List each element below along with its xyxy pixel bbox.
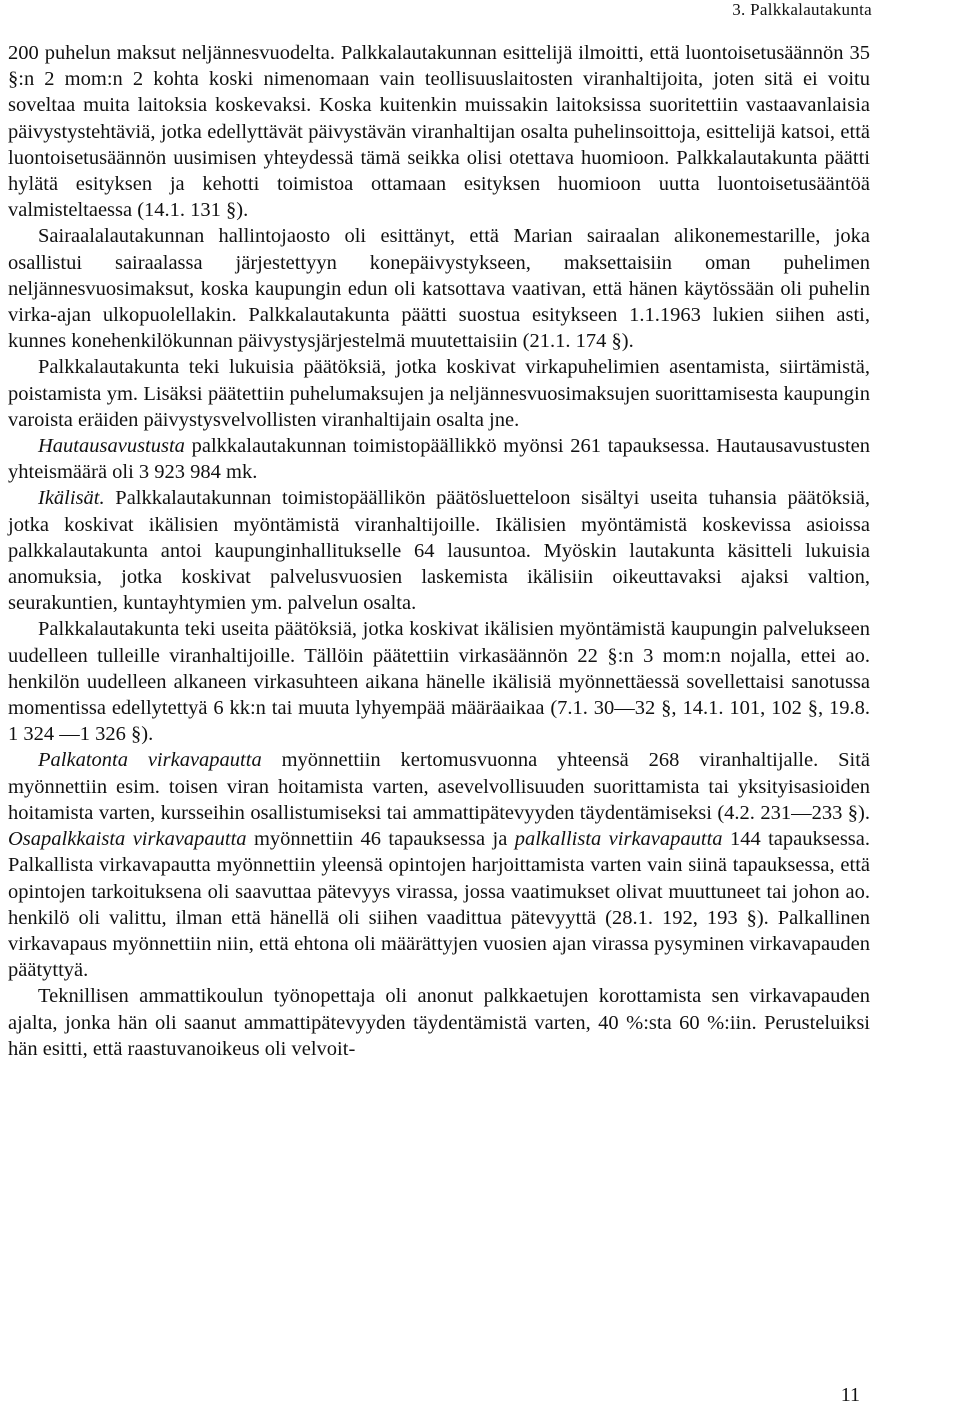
page-number: 11 [840,1384,860,1406]
paragraph-funeral-allowance-text: palkkalautakunnan toimistopäällikkö myönsi 261 tapauksessa. Hautausavustusten yhteismäärä oli 3 923 984 mk. [8,435,870,484]
paragraph-telephone-fees: 200 puhelun maksut neljännesvuodelta. Palkkalautakunnan esittelijä ilmoitti, että luontoisetusäännön 35 §:n 2 mom:n 2 kohta koski nimenomaan vain teollisuuslaitosten viranhaltijoita, joten sitä ei voitu soveltaa muita laitoksia koskevaksi. Koska kuitenkin muissakin laitoksissa suoritettiin vastaavanlaisia päivystystehtäviä, jotka edellyttävät päivystävän viranhaltijan osalta puhelinsoittoja, esittelijä katsoi, että luontoisetusäännön uusimisen yhteydessä tämä seikka olisi otettava huomioon. Palkkalautakunta päätti hylätä esityksen ja kehotti toimistoa ottamaan esityksen huomioon uutta luontoisetusääntöä valmisteltaessa (14.1. 131 §). [8,42,870,222]
paragraph-marian-hospital: Sairaalalautakunnan hallintojaosto oli esittänyt, että Marian sairaalan alikonemestarille, joka osallistui sairaalassa järjestettyyn konepäivystykseen, maksettaisiin oman puhelimen neljännesvuosimaksut, koska kaupungin edun oli katsottava vaativan, että hänen käytössään oli puhelin virka-ajan ulkopuolellakin. Palkkalautakunta päätti suostua esitykseen 1.1.1963 lukien siihen asti, kunnes konehenkilökunnan päivystysjärjestelmä muutettaisiin (21.1. 174 §). [8,225,870,353]
paragraph-age-increments [8,485,870,616]
paragraph-official-phones: Palkkalautakunta teki lukuisia päätöksiä, jotka koskivat virkapuhelimien asentamista, siirtämistä, poistamista ym. Lisäksi päätettiin puhelumaksujen ja neljännesvuosimaksujen suorittamisesta kaupungin varoista eräiden päivystysvelvollisten viranhaltijain osalta jne. [8,356,870,431]
term-age-increments: Ikälisät. [38,487,105,510]
term-paid-leave: palkallista virkavapautta [514,828,723,851]
paragraph-funeral-allowance [8,433,870,485]
paragraph-rehired-officials: Palkkalautakunta teki useita päätöksiä, jotka koskivat ikälisien myöntämistä kaupungin palvelukseen uudelleen tulleille viranhaltijoille. Tällöin päätettiin virkasäännön 22 §:n 3 mom:n nojalla, ettei ao. henkilön uudelleen alkaneen virkasuhteen aikana hänelle ikälisiä myönnettäessä sovellettaisi sanotussa momentissa edellytettyä 6 kk:n tai muuta lyhyempää määräaikaa (7.1. 30—32 §, 14.1. 101, 102 §, 19.8. 1 324 —1 326 §). [8,618,870,746]
paragraph-technical-school: Teknillisen ammattikoulun työnopettaja oli anonut palkkaetujen korottamista sen virkavapauden ajalta, jonka hän oli saanut ammattipätevyyden täydentämistä varten, 40 %:sta 60 %:iin. Perusteluiksi hän esitti, että raastuvanoikeus oli velvoit- [8,985,870,1060]
paragraph-leave-of-absence [8,747,870,983]
term-funeral-allowance: Hautausavustusta [38,435,185,458]
term-unpaid-leave: Palkatonta virkavapautta [38,749,262,772]
paragraph-leave-text-a: myönnettiin kertomusvuonna yhteensä 268 viranhaltijalle. Sitä myönnettiin esim. toisen viran hoitamista varten, asevelvollisuuden suorittamista tai yksityisasioiden hoitamista varten, kursseihin osallistumiseksi tai ammattipätevyyden täydentämiseksi (4.2. 231—233 §). [8,749,870,824]
term-partially-paid-leave: Osapalkkaista virkavapautta [8,828,247,851]
paragraph-leave-text-c: 144 tapauksessa. Palkallista virkavapautta myönnettiin yleensä opintojen harjoittamista varten vain siinä tapauksessa, että opintojen tarkoituksena oli saavuttaa pätevyys virassa, jossa vaatimukset olivat muuttuneet tai johon ao. henkilö oli valittu, ilman että hänellä oli siihen vaadittua pätevyyttä (28.1. 192, 193 §). Palkallinen virkavapaus myönnettiin niin, että ehtona oli määrättyjen vuosien ajan virassa pysyminen virkavapauden päätyttyä. [8,828,870,982]
paragraph-leave-text-b: myönnettiin 46 tapauksessa ja [246,828,515,851]
running-head: 3. Palkkalautakunta [732,0,872,19]
page-body [8,40,870,1062]
paragraph-age-increments-text: Palkkalautakunnan toimistopäällikön päätösluetteloon sisältyi useita tuhansia päätöksiä, jotka koskivat ikälisien myöntämistä viranhaltijoille. Ikälisien myöntämistä koskevissa asioissa palkkalautakunta antoi kaupunginhallitukselle 64 lausuntoa. Myöskin lautakunta käsitteli lukuisia anomuksia, jotka koskivat palvelusvuosien laskemista ikälisiin oikeuttavaksi ajaksi valtion, seurakuntien, kuntayhtymien ym. palvelun osalta. [8,487,870,615]
